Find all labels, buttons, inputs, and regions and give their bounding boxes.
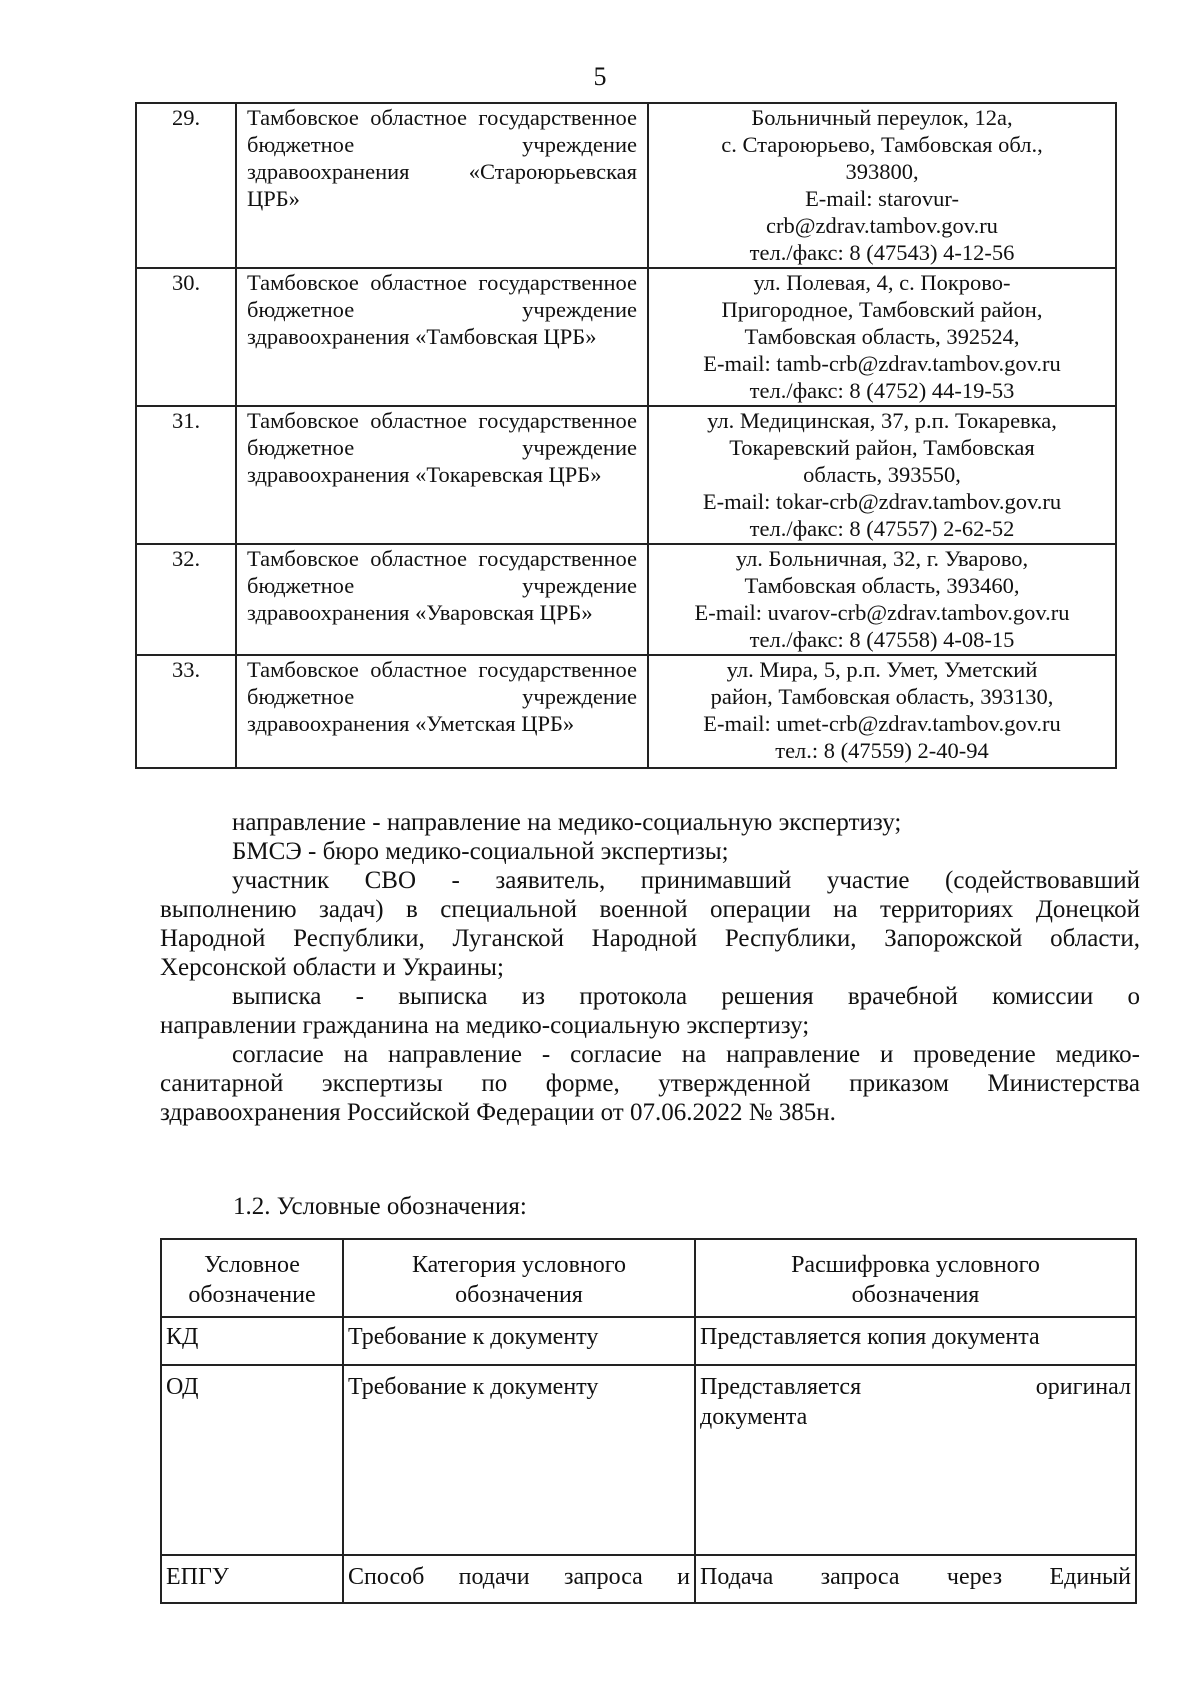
legend-meaning [695, 1317, 1136, 1365]
name-line: бюджетное учреждение [247, 684, 637, 709]
text-line: согласие на направление - согласие на направление и проведение медико- [232, 1041, 1140, 1068]
name-line: здравоохранения «Уметская ЦРБ» [247, 711, 575, 736]
page-number: 5 [593, 62, 607, 91]
address-line: E-mail: uvarov-crb@zdrav.tambov.gov.ru [694, 600, 1070, 625]
address-line: Тамбовская область, 393460, [744, 573, 1020, 598]
definition-extract-continuation [160, 1011, 1140, 1040]
definition-referral: направление - направление на медико-социальную экспертизу; [232, 809, 902, 836]
meaning-line: Представляется оригинал [700, 1374, 1131, 1400]
address-line: Пригородное, Тамбовский район, [721, 297, 1043, 322]
address-line: crb@zdrav.tambov.gov.ru [766, 213, 998, 238]
address-line: Больничный переулок, 12а, [751, 105, 1013, 130]
legend-meaning [695, 1365, 1136, 1555]
address-line: с. Староюрьево, Тамбовская обл., [721, 132, 1043, 157]
meaning-line: Подача запроса через Единый [700, 1564, 1131, 1590]
section-heading: 1.2. Условные обозначения: [233, 1193, 527, 1220]
name-line: здравоохранения «Тамбовская ЦРБ» [247, 324, 597, 349]
text-line: Херсонской области и Украины; [160, 954, 504, 981]
definition-extract [160, 982, 1140, 1011]
text-line: Народной Республики, Луганской Народной Республики, Запорожской области, [160, 925, 1140, 952]
row-number: 32. [136, 544, 236, 655]
meaning-line: Представляется копия документа [700, 1324, 1040, 1350]
category-line: Способ подачи запроса и [348, 1564, 690, 1590]
text-line: участник СВО - заявитель, принимавший участие (содействовавший [232, 867, 1140, 894]
definition-svo-participant [160, 866, 1140, 895]
header-code [161, 1239, 343, 1317]
meaning-line: документа [700, 1404, 808, 1430]
address-line: Тамбовская область, 392524, [744, 324, 1020, 349]
address-line: тел./факс: 8 (47557) 2-62-52 [749, 516, 1015, 541]
name-line: бюджетное учреждение [247, 435, 637, 460]
name-line: Тамбовское областное государственное [247, 546, 637, 571]
text-line: выполнению задач) в специальной военной операции на территориях Донецкой [160, 896, 1140, 923]
name-line: Тамбовское областное государственное [247, 408, 637, 433]
address-line: E-mail: tokar-crb@zdrav.tambov.gov.ru [702, 489, 1062, 514]
definition-consent [160, 1040, 1140, 1069]
address-line: ул. Мира, 5, р.п. Умет, Уметский [726, 657, 1038, 682]
header-line: Категория условного [411, 1252, 627, 1278]
row-number: 29. [136, 103, 236, 268]
organization-name [236, 544, 648, 655]
definition-svo-continuation [160, 895, 1140, 982]
header-line: обозначения [851, 1282, 980, 1308]
address-line: ул. Медицинская, 37, р.п. Токаревка, [707, 408, 1057, 433]
text-line: выписка - выписка из протокола решения врачебной комиссии о [232, 983, 1140, 1010]
name-line: здравоохранения «Токаревская ЦРБ» [247, 462, 602, 487]
table-row [136, 268, 1116, 406]
address-line: тел./факс: 8 (4752) 44-19-53 [749, 378, 1015, 403]
organization-name [236, 268, 648, 406]
text-line: направлении гражданина на медико-социальную экспертизу; [160, 1012, 810, 1039]
definitions-section [160, 808, 1140, 1127]
name-line: бюджетное учреждение [247, 297, 637, 322]
organization-address [648, 268, 1116, 406]
legend-category: Требование к документу [343, 1317, 695, 1365]
table-row [136, 655, 1116, 768]
address-line: E-mail: starovur- [805, 186, 959, 211]
header-line: обозначения [455, 1282, 583, 1308]
organization-name [236, 103, 648, 268]
address-line: тел./факс: 8 (47543) 4-12-56 [749, 240, 1015, 265]
name-line: Тамбовское областное государственное [247, 105, 637, 130]
table-row [136, 544, 1116, 655]
address-line: E-mail: umet-crb@zdrav.tambov.gov.ru [703, 711, 1061, 736]
name-line: здравоохранения «Староюрьевская ЦРБ» [247, 159, 637, 211]
name-line: здравоохранения «Уваровская ЦРБ» [247, 600, 593, 625]
header-line: Условное [204, 1252, 300, 1278]
organization-name [236, 655, 648, 768]
legend-code: КД [161, 1317, 343, 1365]
legend-category: Требование к документу [343, 1365, 695, 1555]
organization-address [648, 655, 1116, 768]
table-row [161, 1317, 1136, 1365]
address-line: район, Тамбовская область, 393130, [710, 684, 1054, 709]
header-line: Расшифровка условного [791, 1252, 1040, 1278]
row-number: 33. [136, 655, 236, 768]
definition-bmse: БМСЭ - бюро медико-социальной экспертизы; [232, 838, 729, 865]
legend-code: ОД [161, 1365, 343, 1555]
organization-address [648, 544, 1116, 655]
table-row [161, 1365, 1136, 1555]
organization-address [648, 103, 1116, 268]
legend-table [160, 1238, 1137, 1604]
header-meaning [695, 1239, 1136, 1317]
table-row [136, 406, 1116, 544]
header-category [343, 1239, 695, 1317]
table-row [136, 103, 1116, 268]
organization-address [648, 406, 1116, 544]
legend-category [343, 1555, 695, 1603]
legend-meaning [695, 1555, 1136, 1603]
organization-name [236, 406, 648, 544]
organizations-table [135, 102, 1117, 769]
row-number: 31. [136, 406, 236, 544]
address-line: тел./факс: 8 (47558) 4-08-15 [749, 627, 1015, 652]
table-row [161, 1555, 1136, 1603]
name-line: Тамбовское областное государственное [247, 657, 637, 682]
address-line: область, 393550, [803, 462, 961, 487]
legend-header-row [161, 1239, 1136, 1317]
address-line: 393800, [845, 159, 919, 184]
name-line: бюджетное учреждение [247, 573, 637, 598]
address-line: тел.: 8 (47559) 2-40-94 [775, 738, 989, 763]
legend-code: ЕПГУ [161, 1555, 343, 1603]
address-line: E-mail: tamb-crb@zdrav.tambov.gov.ru [703, 351, 1061, 376]
header-line: обозначение [188, 1282, 316, 1308]
text-line: санитарной экспертизы по форме, утвержденной приказом Министерства [160, 1070, 1140, 1097]
row-number: 30. [136, 268, 236, 406]
address-line: Токаревский район, Тамбовская [729, 435, 1035, 460]
name-line: бюджетное учреждение [247, 132, 637, 157]
address-line: ул. Полевая, 4, с. Покрово- [753, 270, 1011, 295]
address-line: ул. Больничная, 32, г. Уварово, [735, 546, 1029, 571]
definition-consent-continuation [160, 1069, 1140, 1127]
name-line: Тамбовское областное государственное [247, 270, 637, 295]
text-line: здравоохранения Российской Федерации от 07.06.2022 № 385н. [160, 1099, 836, 1126]
